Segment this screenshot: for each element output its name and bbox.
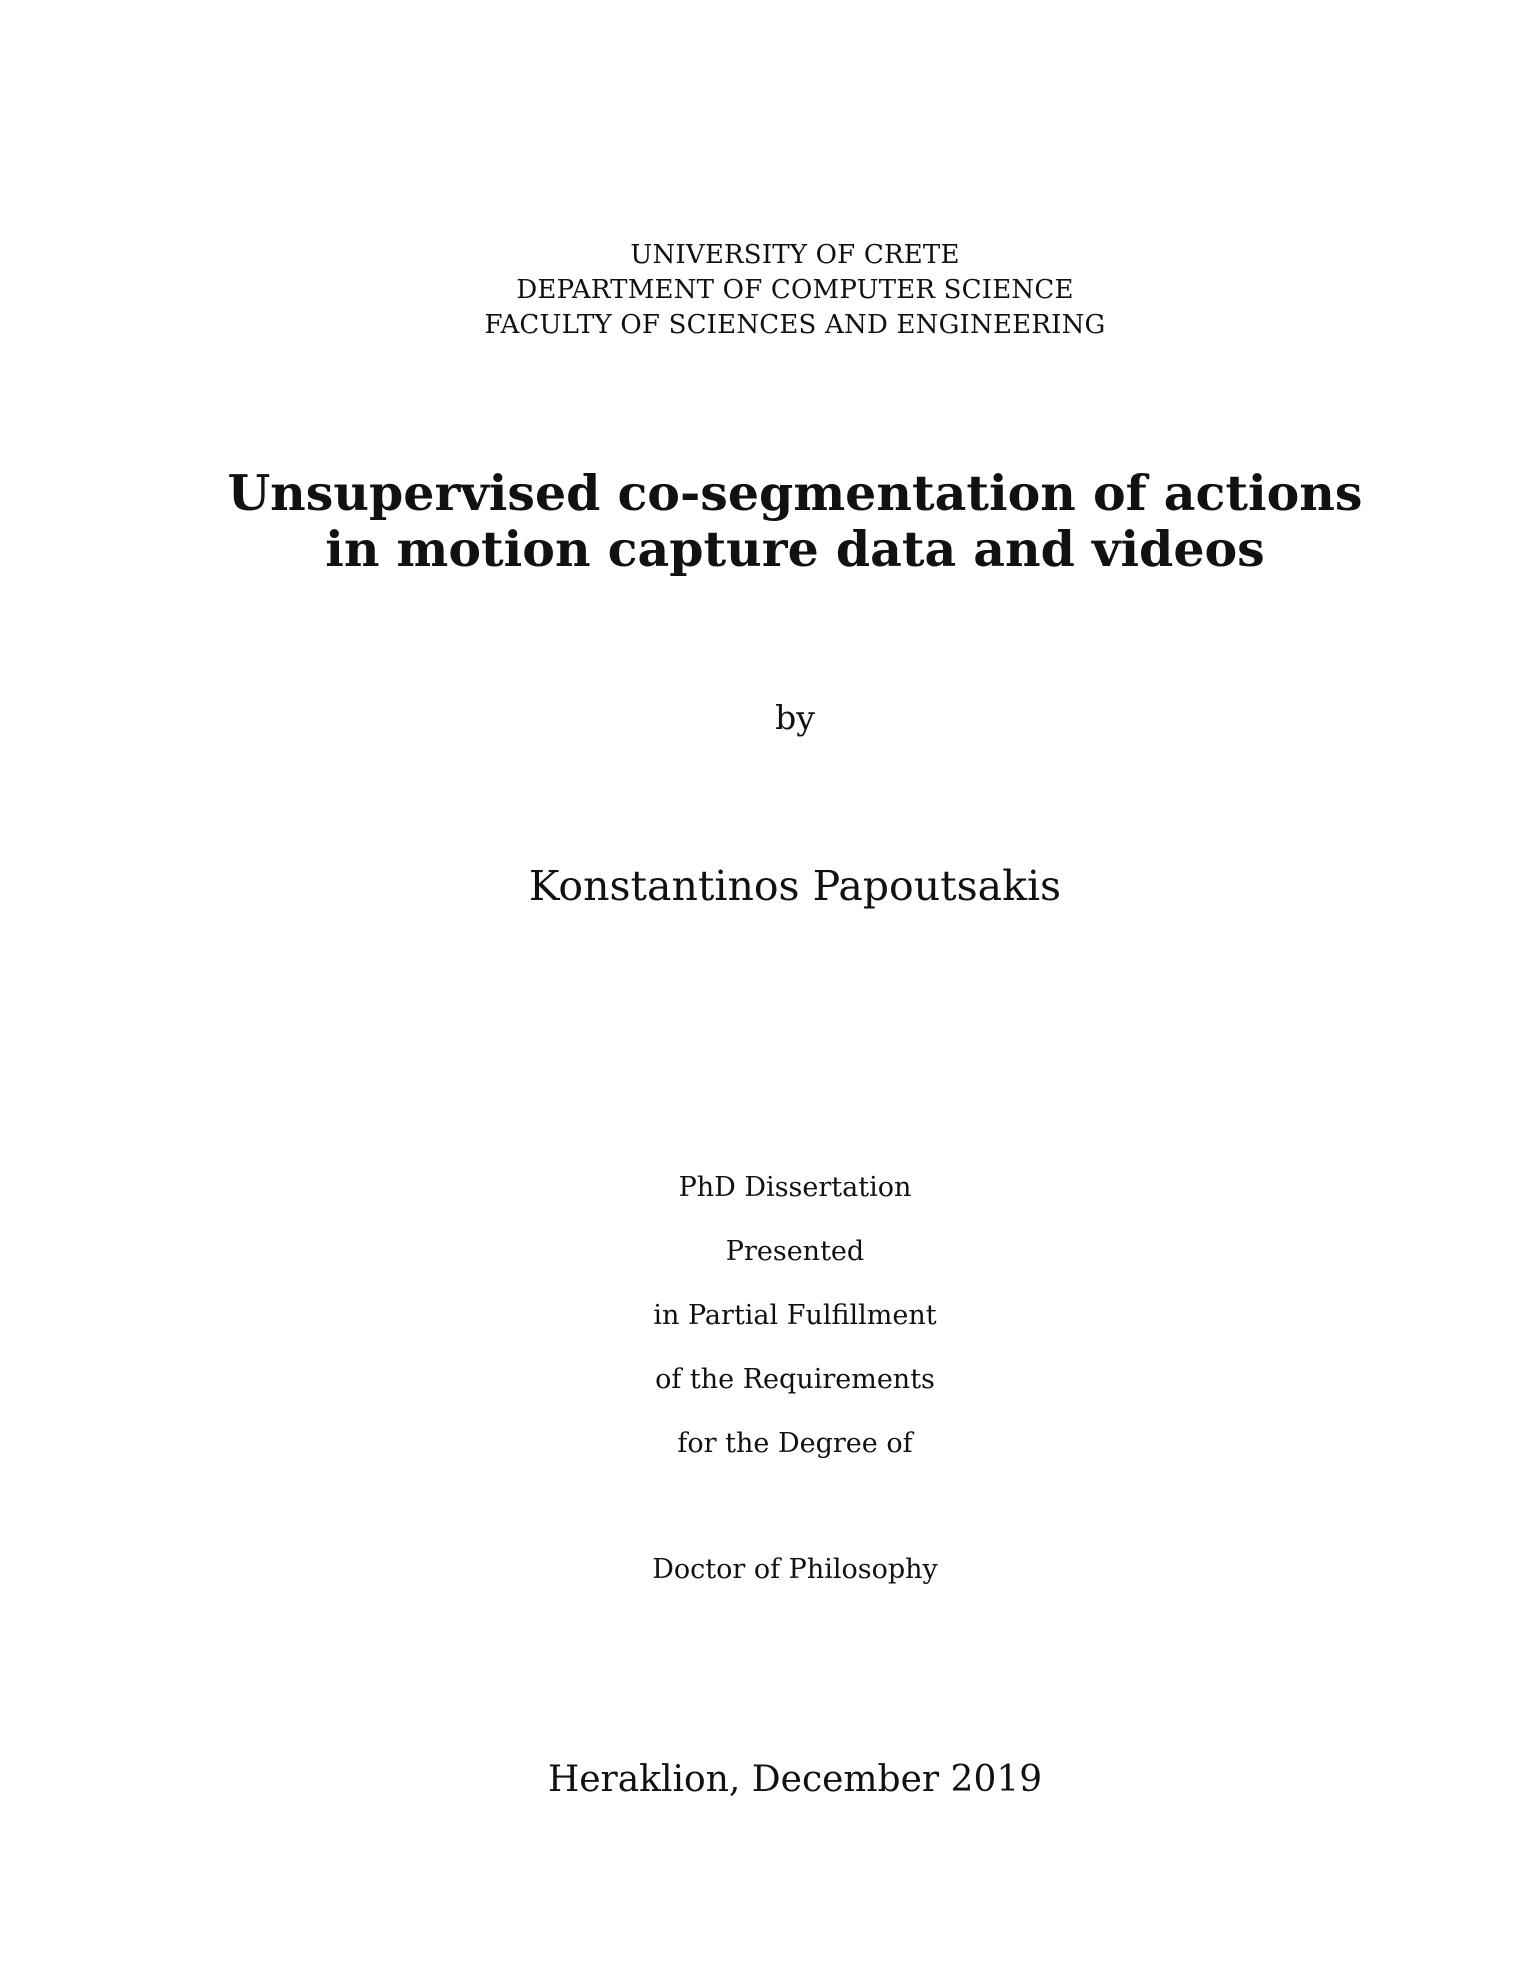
institution-header <box>0 238 1530 343</box>
dissertation-title <box>0 465 1530 577</box>
degree-statement-line: in Partial Fulfillment <box>653 1300 937 1331</box>
degree-statement <box>0 1171 1530 1491</box>
degree-statement-line: Presented <box>725 1236 865 1267</box>
author-name: Konstantinos Papoutsakis <box>528 862 1062 910</box>
degree-statement-line: PhD Dissertation <box>678 1172 912 1203</box>
degree-name: Doctor of Philosophy <box>652 1554 938 1585</box>
faculty-name: FACULTY OF SCIENCES AND ENGINEERING <box>484 310 1106 340</box>
title-line-2: in motion capture data and videos <box>325 520 1265 578</box>
by-label: by <box>775 698 815 737</box>
department-name: DEPARTMENT OF COMPUTER SCIENCE <box>516 275 1074 305</box>
degree-statement-line: for the Degree of <box>677 1428 913 1459</box>
place-and-date: Heraklion, December 2019 <box>547 1759 1043 1800</box>
university-name: UNIVERSITY OF CRETE <box>630 240 960 270</box>
degree-statement-line: of the Requirements <box>655 1364 935 1395</box>
title-line-1: Unsupervised co-segmentation of actions <box>227 464 1363 522</box>
